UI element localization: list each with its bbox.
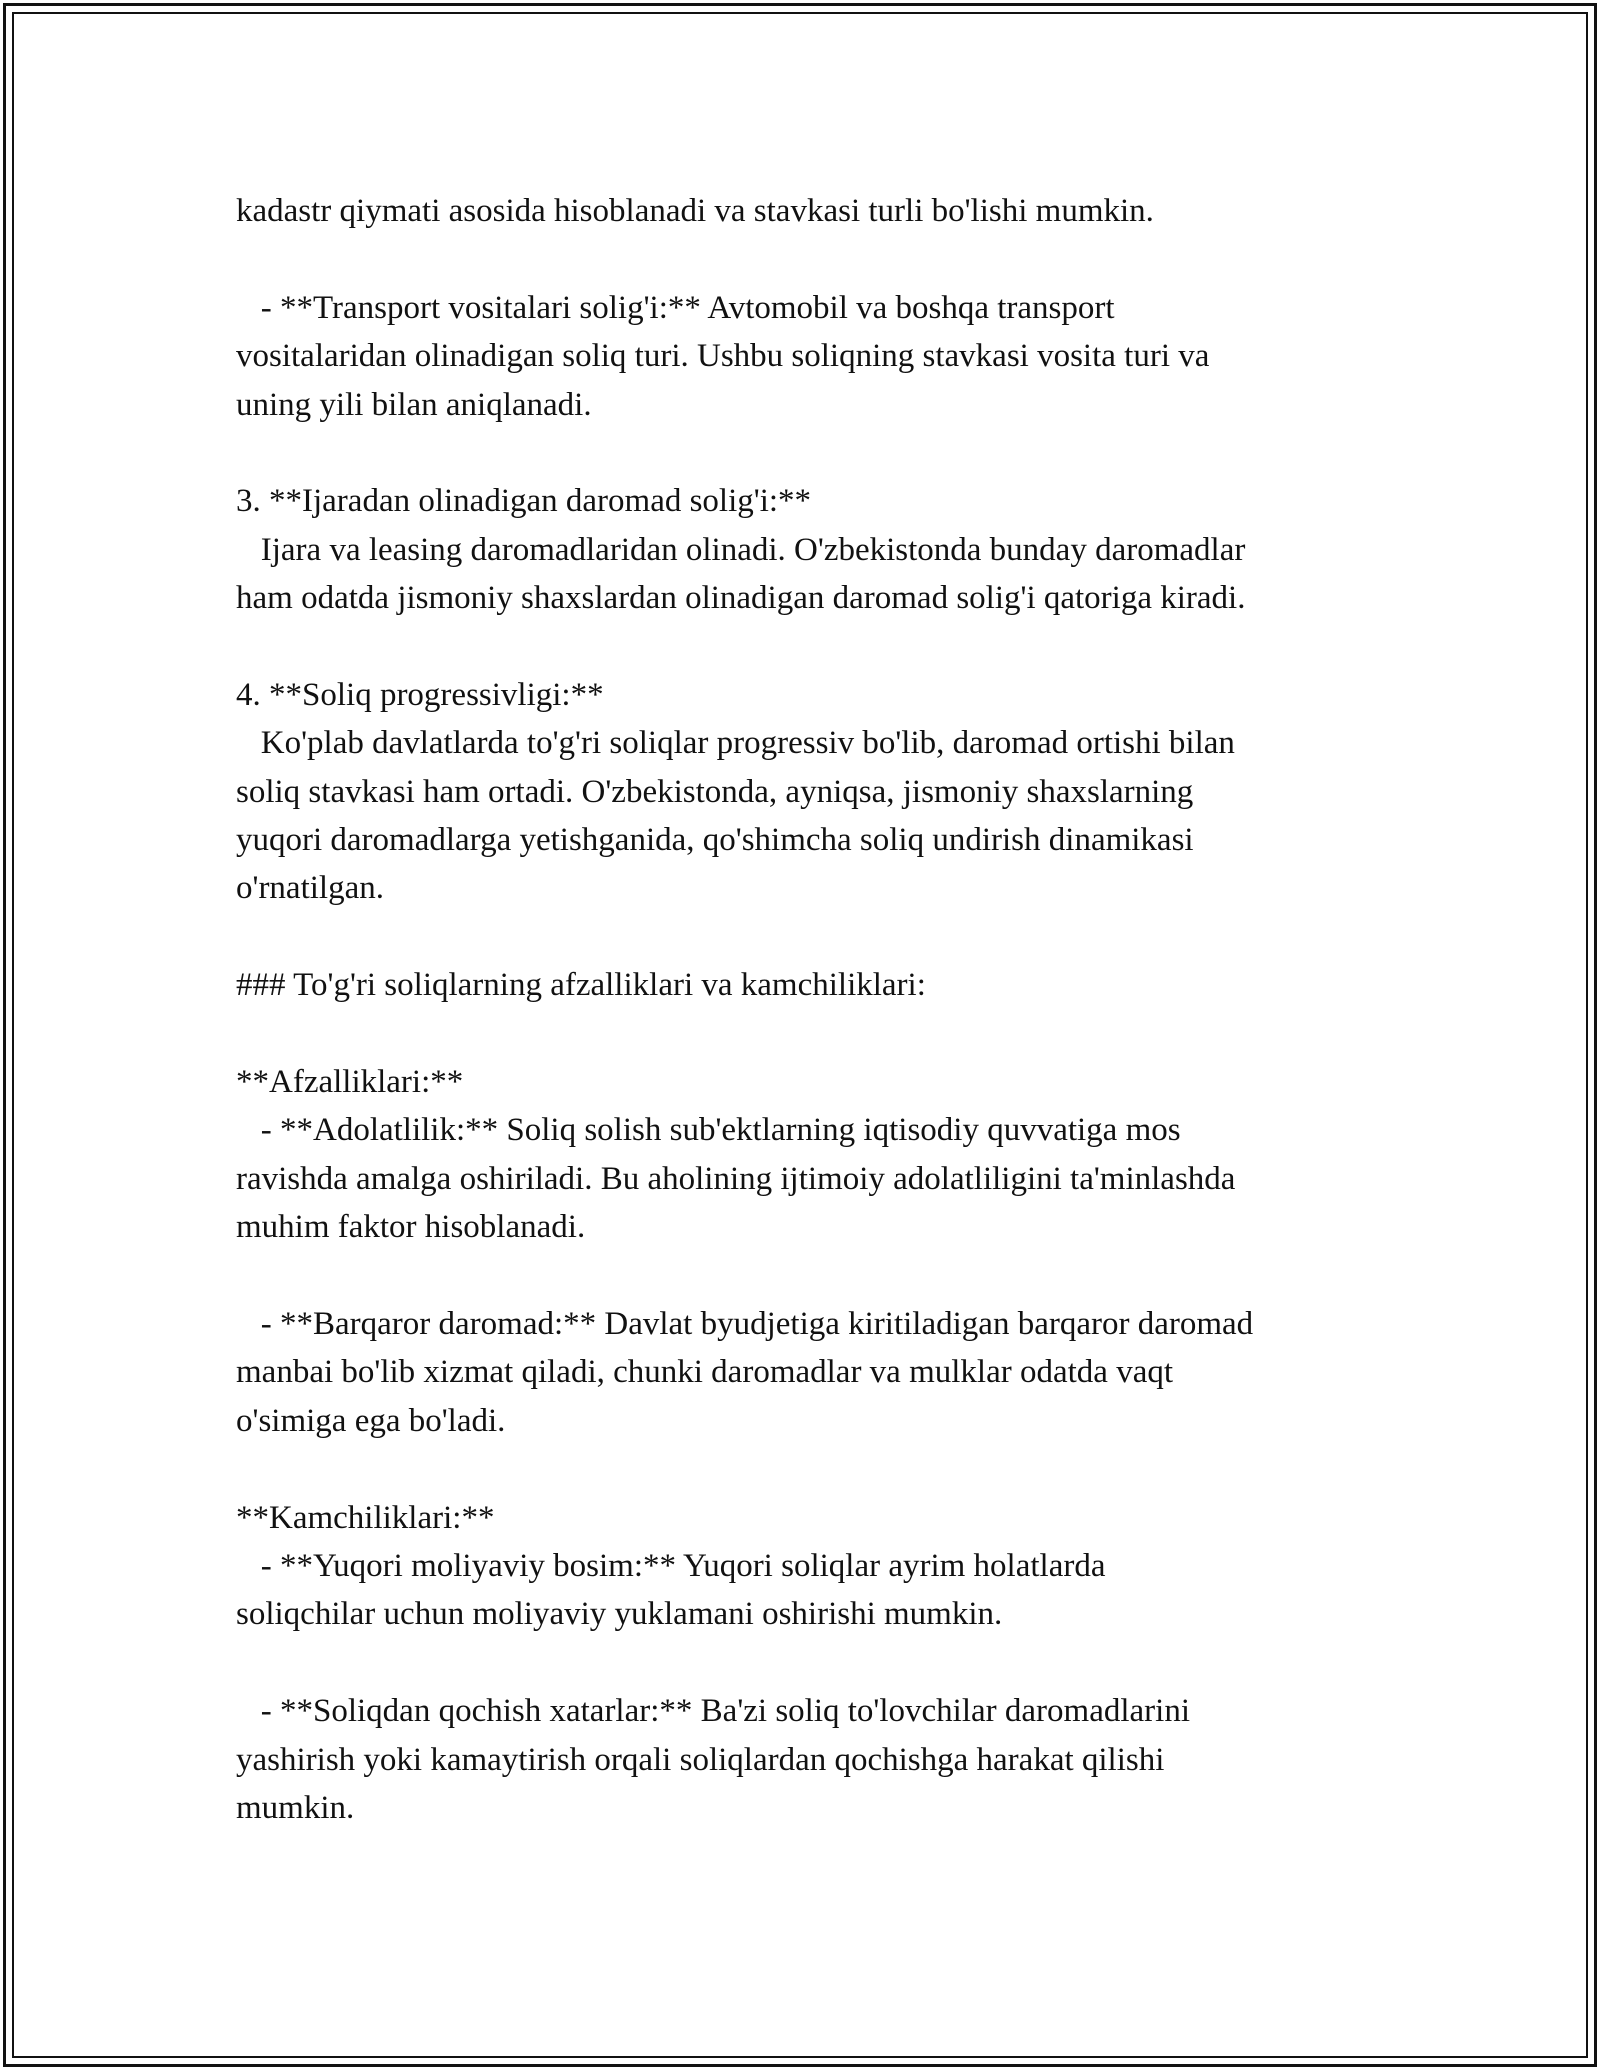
- text-line: - **Soliqdan qochish xatarlar:** Ba'zi soliq to'lovchilar daromadlarini: [236, 1693, 1191, 1730]
- text-line: ### To'g'ri soliqlarning afzalliklari va kamchiliklari:: [236, 967, 926, 1004]
- text-line: ham odatda jismoniy shaxslardan olinadigan daromad solig'i qatoriga kiradi.: [236, 580, 1246, 617]
- text-line: soliq stavkasi ham ortadi. O'zbekistonda, ayniqsa, jismoniy shaxslarning: [236, 773, 1194, 810]
- text-line: [236, 235, 1396, 283]
- text-line: o'simiga ega bo'ladi.: [236, 1402, 506, 1439]
- text-line: Ijara va leasing daromadlaridan olinadi. O'zbekistonda bunday daromadlar: [236, 531, 1246, 568]
- text-line: mumkin.: [236, 1789, 355, 1826]
- text-line: [236, 913, 1396, 961]
- text-line: - **Adolatlilik:** Soliq solish sub'ektlarning iqtisodiy quvvatiga mos: [236, 1112, 1181, 1149]
- text-line: yuqori daromadlarga yetishganida, qo'shimcha soliq undirish dinamikasi: [236, 822, 1194, 859]
- text-line: muhim faktor hisoblanadi.: [236, 1209, 586, 1246]
- text-line: o'rnatilgan.: [236, 870, 384, 907]
- text-line: [236, 1010, 1396, 1058]
- text-line: [236, 1252, 1396, 1300]
- text-line: manbai bo'lib xizmat qiladi, chunki daromadlar va mulklar odatda vaqt: [236, 1354, 1174, 1391]
- document-body: [236, 187, 1396, 1832]
- text-line: ravishda amalga oshiriladi. Bu aholining ijtimoiy adolatliligini ta'minlashda: [236, 1160, 1236, 1197]
- text-line: 4. **Soliq progressivligi:**: [236, 676, 604, 713]
- text-line: 3. **Ijaradan olinadigan daromad solig'i:**: [236, 483, 812, 520]
- text-line: - **Yuqori moliyaviy bosim:** Yuqori soliqlar ayrim holatlarda: [236, 1547, 1106, 1584]
- text-line: [236, 1445, 1396, 1493]
- text-line: [236, 1639, 1396, 1687]
- text-line: **Kamchiliklari:**: [236, 1499, 495, 1536]
- text-line: Ko'plab davlatlarda to'g'ri soliqlar progressiv bo'lib, daromad ortishi bilan: [236, 725, 1235, 762]
- text-line: [236, 429, 1396, 477]
- text-line: kadastr qiymati asosida hisoblanadi va stavkasi turli bo'lishi mumkin.: [236, 193, 1154, 229]
- text-line: soliqchilar uchun moliyaviy yuklamani oshirishi mumkin.: [236, 1596, 1003, 1633]
- text-line: yashirish yoki kamaytirish orqali soliqlardan qochishga harakat qilishi: [236, 1741, 1165, 1778]
- text-line: - **Transport vositalari solig'i:** Avtomobil va boshqa transport: [236, 289, 1115, 326]
- text-line: [236, 623, 1396, 671]
- text-line: **Afzalliklari:**: [236, 1064, 464, 1101]
- text-line: - **Barqaror daromad:** Davlat byudjetiga kiritiladigan barqaror daromad: [236, 1305, 1254, 1342]
- text-line: uning yili bilan aniqlanadi.: [236, 386, 592, 423]
- text-line: vositalaridan olinadigan soliq turi. Ushbu soliqning stavkasi vosita turi va: [236, 338, 1210, 375]
